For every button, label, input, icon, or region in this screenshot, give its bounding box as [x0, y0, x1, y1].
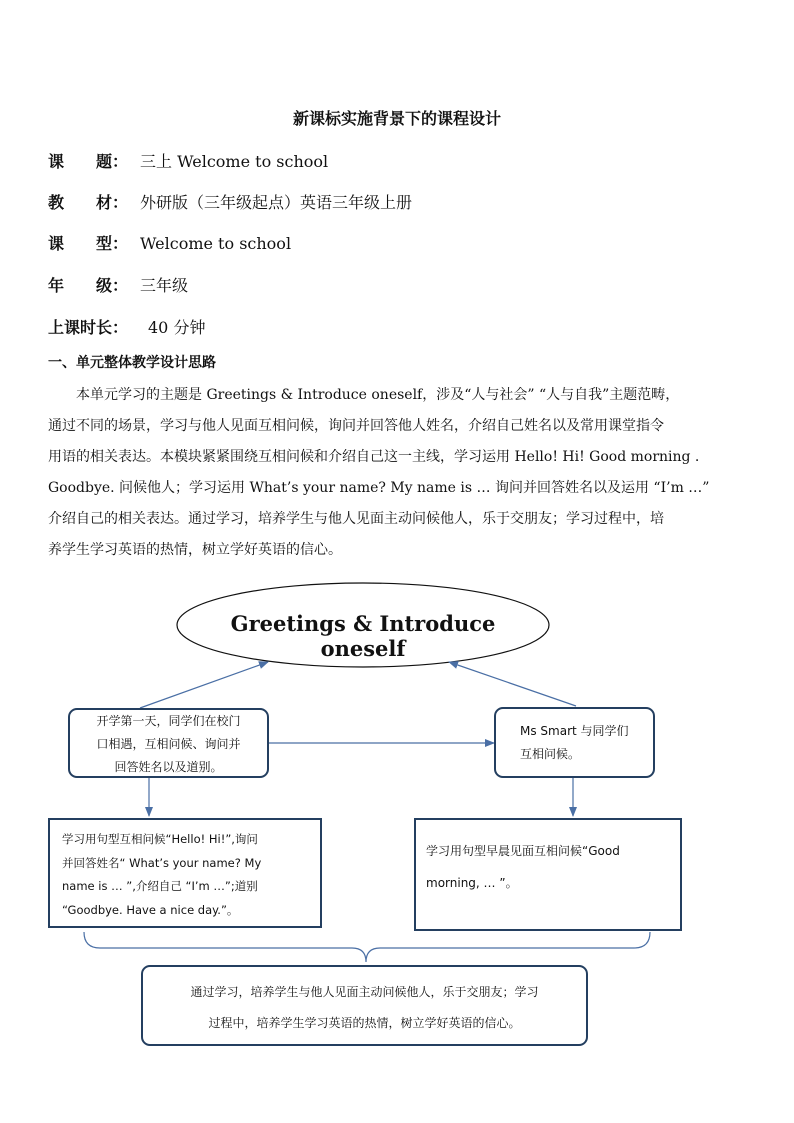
meta-label: 课 型： — [48, 234, 129, 253]
box-line: 并回答姓名“ What’s your name? My — [62, 855, 262, 870]
box-line: 通过学习，培养学生与他人见面主动问候他人，乐于交朋友；学习 — [190, 985, 539, 999]
section-heading: 一、单元整体教学设计思路 — [48, 355, 216, 371]
arrow-left-to-theme — [140, 662, 268, 708]
paragraph-line: 通过不同的场景，学习与他人见面互相问候，询问并回答他人姓名，介绍自己姓名以及常用课堂指令 — [48, 418, 664, 434]
meta-value: Welcome to school — [140, 234, 292, 253]
box-line: morning, … ”。 — [426, 876, 518, 890]
brace-connector — [84, 932, 650, 962]
meta-value: 外研版（三年级起点）英语三年级上册 — [140, 193, 413, 212]
box-line: Ms Smart 与同学们 — [520, 724, 629, 738]
box-line: 互相问候。 — [520, 747, 581, 761]
box-line: name is … ”,介绍自己 “I’m …”;道别 — [62, 879, 258, 893]
scene-right-box — [494, 707, 655, 778]
theme-label: Greetings & Introduce oneself — [230, 611, 496, 661]
meta-value: 40 分钟 — [148, 318, 206, 337]
meta-value: 三上 Welcome to school — [140, 152, 329, 171]
scene-left-box — [68, 708, 269, 778]
learn-left-box — [48, 818, 322, 928]
box-line: 学习用句型互相问候“Hello! Hi!”,询问 — [62, 832, 258, 846]
meta-label: 教 材： — [48, 193, 129, 212]
goal-box — [141, 965, 588, 1046]
box-line: 开学第一天，同学们在校门 — [96, 714, 241, 728]
paragraph-line: 用语的相关表达。本模块紧紧围绕互相问候和介绍自己这一主线，学习运用 Hello! Hi! Good morning . — [48, 449, 700, 465]
document-title: 新课标实施背景下的课程设计 — [292, 109, 501, 128]
meta-label: 年 级： — [48, 276, 129, 295]
box-line: 过程中，培养学生学习英语的热情，树立学好英语的信心。 — [208, 1016, 521, 1030]
box-line: 回答姓名以及道别。 — [114, 760, 223, 774]
paragraph-line: 本单元学习的主题是 Greetings & Introduce oneself，涉及“人与社会” “人与自我”主题范畴， — [48, 387, 680, 403]
paragraph-line: 养学生学习英语的热情，树立学好英语的信心。 — [48, 542, 342, 558]
box-line: “Goodbye. Have a nice day.”。 — [62, 902, 239, 917]
learn-right-box — [414, 818, 682, 931]
paragraph-line: Goodbye. 问候他人；学习运用 What’s your name? My name is … 询问并回答姓名以及运用 “I’m …” — [48, 480, 710, 496]
meta-value: 三年级 — [140, 276, 189, 295]
meta-label: 课 题： — [48, 152, 129, 171]
box-line: 学习用句型早晨见面互相问候“Good — [426, 844, 620, 858]
meta-label: 上课时长： — [48, 318, 129, 337]
box-line: 口相遇，互相问候、询问并 — [96, 737, 241, 751]
paragraph-line: 介绍自己的相关表达。通过学习，培养学生与他人见面主动问候他人，乐于交朋友；学习过程中，培 — [48, 511, 664, 527]
arrow-right-to-theme — [449, 662, 576, 706]
